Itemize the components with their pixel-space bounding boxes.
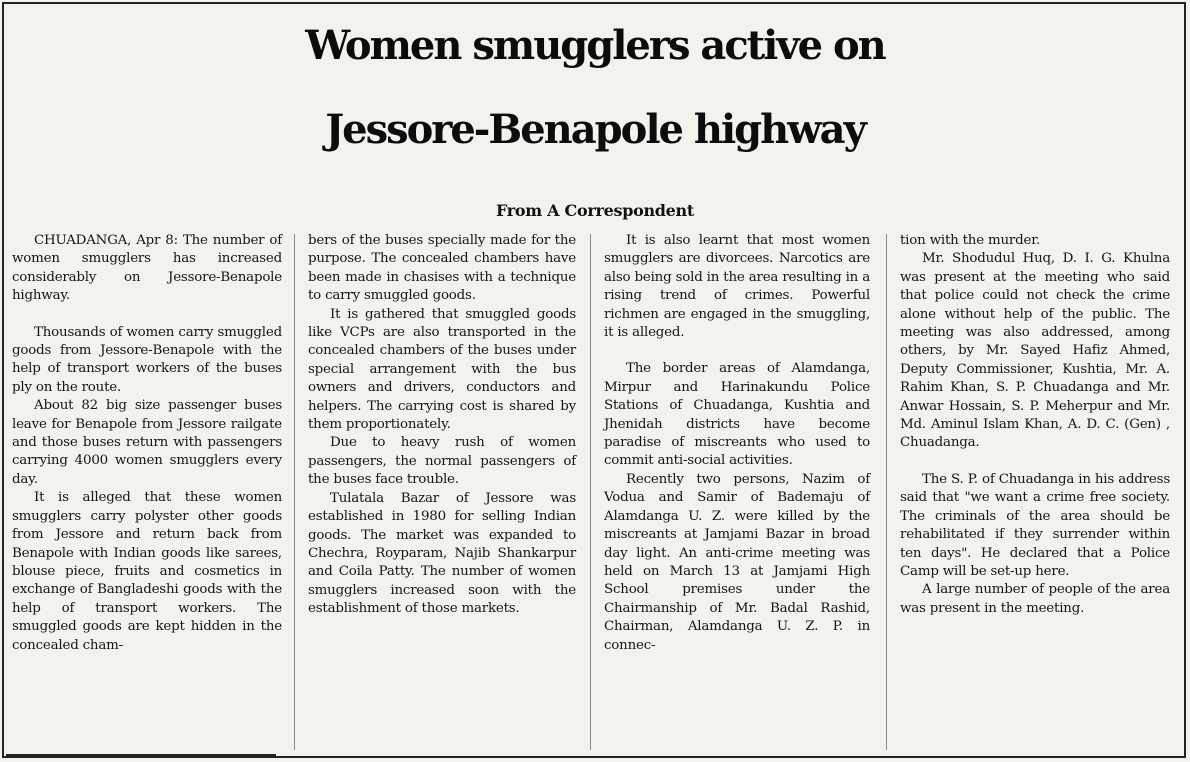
article-column-3 [604, 232, 870, 752]
article-column-2 [308, 232, 576, 752]
headline [0, 4, 1190, 172]
article-paragraph: It is alleged that these women smugglers carry polyster other goods from Jessore and return back from Benapole with Indian goods like sarees, blouse piece, fruits and cosmetics in exchange of Bangladeshi goods with the help of transport workers. The smuggled goods are kept hidden in the concealed cham- [12, 490, 282, 653]
article-paragraph: CHUADANGA, Apr 8: The number of women smugglers has increased considerably on Jessore-Benapole highway. [12, 233, 282, 304]
column-divider [590, 234, 591, 750]
article-paragraph: Thousands of women carry smuggled goods from Jessore-Benapole with the help of transport workers of the buses ply on the route. [12, 324, 282, 395]
bottom-rule [6, 754, 276, 758]
headline-line-1: Women smugglers active on [305, 22, 885, 69]
byline: From A Correspondent [495, 201, 694, 220]
article-column-4 [900, 232, 1170, 752]
article-paragraph: About 82 big size passenger buses leave for Benapole from Jessore railgate and those buses return with passengers carrying 4000 women smugglers every day. [12, 398, 282, 487]
article-paragraph: The border areas of Alamdanga, Mirpur and Harinakundu Police Stations of Chuadanga, Kushtia and Jhenidah districts have become paradise of miscreants who used to commit anti-social activities. [604, 361, 870, 469]
headline-line-2: Jessore-Benapole highway [325, 106, 865, 153]
article-paragraph: The S. P. of Chuadanga in his address said that "we want a crime free society. The criminals of the area should be rehabilitated if they surrender within ten days". He declared that a Police Camp will be set-up here. [900, 471, 1170, 579]
article-paragraph: Recently two persons, Nazim of Vodua and Samir of Bademaju of Alamdanga U. Z. were killed by the miscreants at Jamjami Bazar in broad day light. An anti-crime meeting was held on March 13 at Jamjami High School premises under the Chairmanship of Mr. Badal Rashid, Chairman, Alamdanga U. Z. P. in connec- [604, 471, 870, 653]
article-paragraph: Due to heavy rush of women passengers, the normal passengers of the buses face trouble. [308, 435, 576, 488]
column-divider [294, 234, 295, 750]
article-paragraph: tion with the murder. [900, 233, 1041, 248]
article-column-1 [12, 232, 282, 752]
article-paragraph: It is gathered that smuggled goods like VCPs are also transported in the concealed chambers of the buses under special arrangement with the bus owners and drivers, conductors and helpers. The carrying cost is shared by them proportionately. [308, 306, 576, 433]
column-divider [886, 234, 887, 750]
article-paragraph: Tulatala Bazar of Jessore was established in 1980 for selling Indian goods. The market was expanded to Chechra, Royparam, Najib Shankarpur and Coila Patty. The number of women smugglers increased soon with the establishment of those markets. [308, 490, 576, 617]
article-paragraph: A large number of people of the area was present in the meeting. [900, 582, 1170, 616]
article-paragraph: bers of the buses specially made for the purpose. The concealed chambers have been made in chasises with a technique to carry smuggled goods. [308, 233, 576, 304]
article-paragraph: It is also learnt that most women smugglers are divorcees. Narcotics are also being sold in the area resulting in a rising trend of crimes. Powerful richmen are engaged in the smuggling, it is alleged. [604, 233, 870, 341]
article-paragraph: Mr. Shodudul Huq, D. I. G. Khulna was present at the meeting who said that police could not check the crime alone without help of the public. The meeting was also addressed, among others, by Mr. Sayed Hafiz Ahmed, Deputy Commissioner, Kushtia, Mr. A. Rahim Khan, S. P. Chuadanga and Mr. Anwar Hossain, S. P. Meherpur and Mr. Md. Aminul Islam Khan, A. D. C. (Gen) , Chuadanga. [900, 251, 1170, 451]
